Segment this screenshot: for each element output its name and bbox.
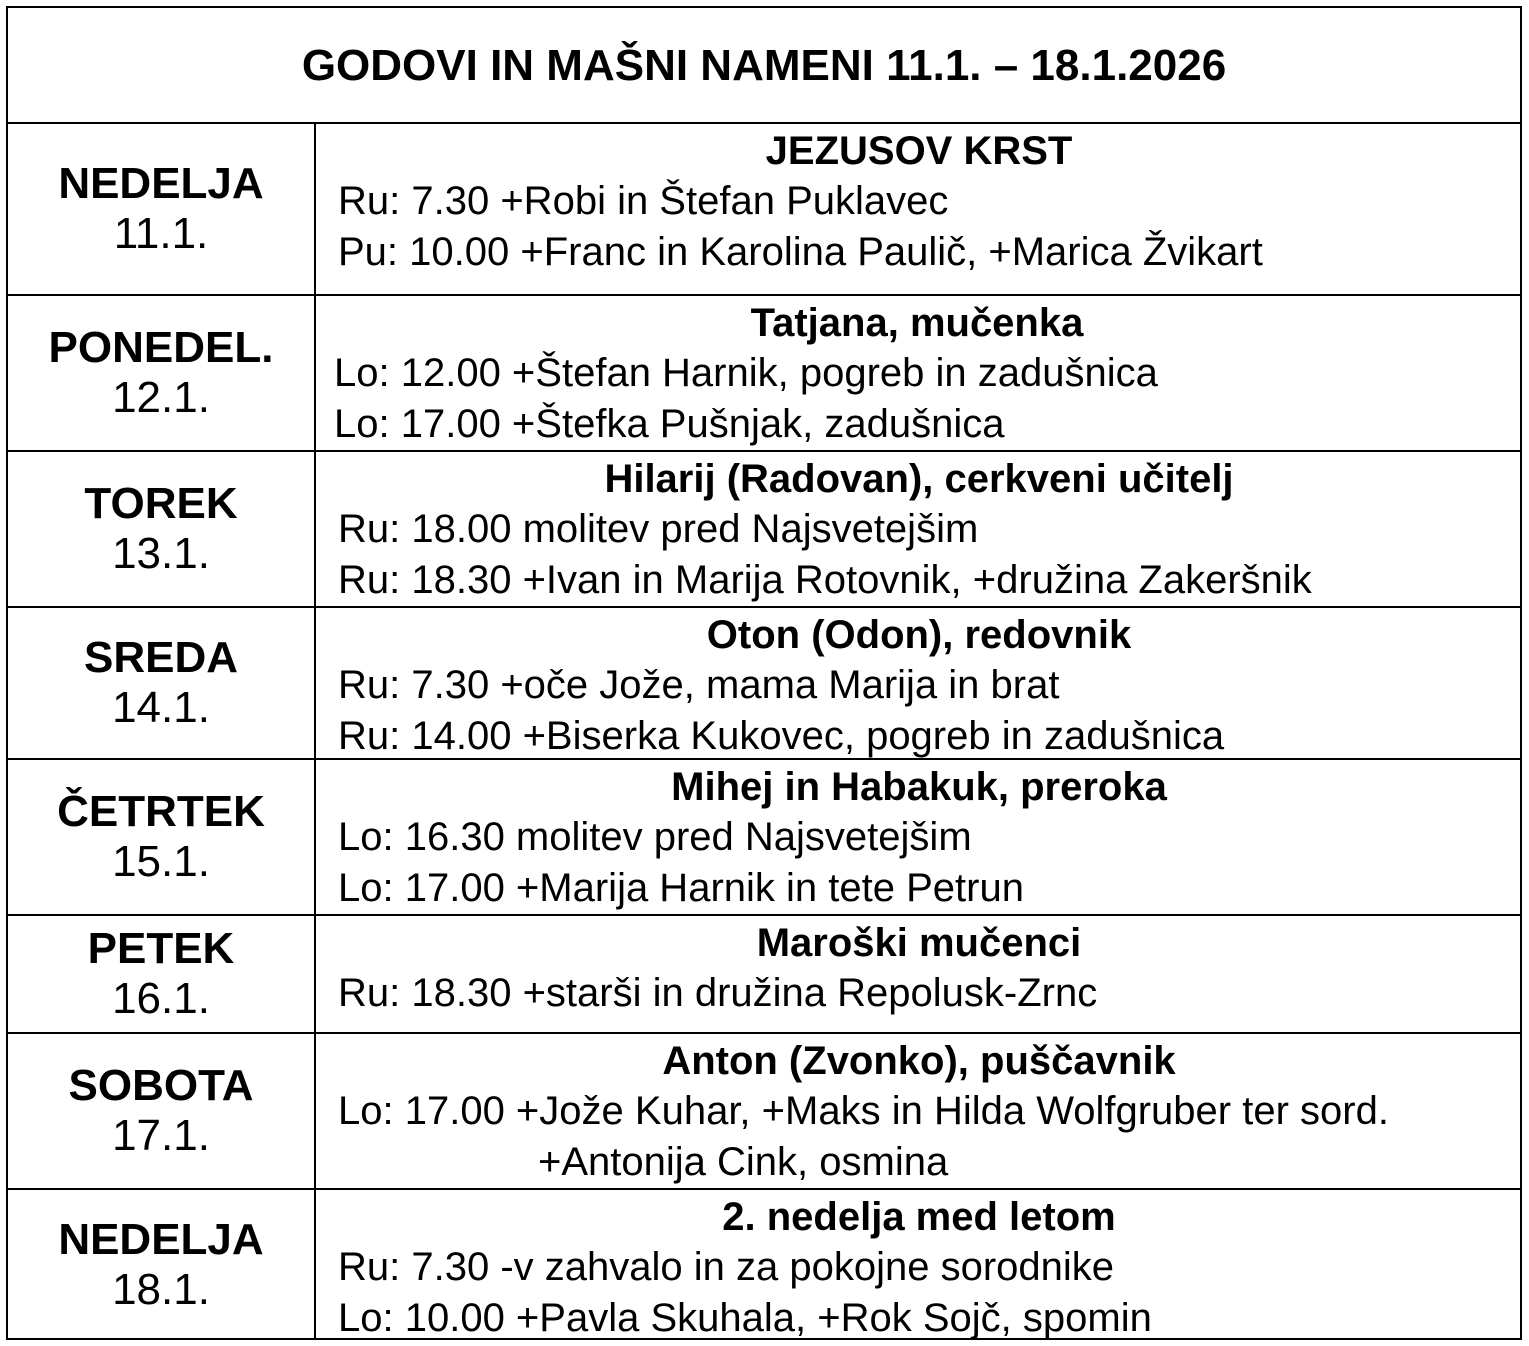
day-name: SREDA bbox=[83, 633, 239, 682]
day-cell bbox=[8, 296, 316, 450]
day-cell bbox=[8, 916, 316, 1032]
day-date: 14.1. bbox=[112, 683, 210, 732]
page-title: GODOVI IN MAŠNI NAMENI 11.1. – 18.1.2026 bbox=[301, 41, 1227, 90]
mass-intention: Lo: 16.30 molitev pred Najsvetejšim bbox=[338, 815, 972, 859]
mass-intention: Lo: 12.00 +Štefan Harnik, pogreb in zadušnica bbox=[334, 351, 1158, 395]
content-cell bbox=[316, 452, 1520, 606]
day-cell bbox=[8, 452, 316, 606]
content-cell bbox=[316, 124, 1520, 294]
mass-intention: Ru: 18.30 +starši in družina Repolusk-Zrnc bbox=[338, 971, 1098, 1015]
day-row bbox=[8, 124, 1520, 296]
feast-title: Hilarij (Radovan), cerkveni učitelj bbox=[604, 457, 1234, 501]
day-cell bbox=[8, 124, 316, 294]
day-name: PONEDEL. bbox=[48, 323, 274, 372]
mass-intention: Pu: 10.00 +Franc in Karolina Paulič, +Marica Žvikart bbox=[338, 230, 1263, 274]
day-row bbox=[8, 760, 1520, 916]
day-date: 16.1. bbox=[112, 974, 210, 1023]
content-cell bbox=[316, 760, 1520, 914]
content-cell bbox=[316, 1034, 1520, 1188]
day-row bbox=[8, 916, 1520, 1034]
day-row bbox=[8, 608, 1520, 760]
day-cell bbox=[8, 608, 316, 758]
day-row bbox=[8, 452, 1520, 608]
mass-intention: Ru: 18.30 +Ivan in Marija Rotovnik, +družina Zakeršnik bbox=[338, 558, 1312, 602]
feast-title: Oton (Odon), redovnik bbox=[706, 613, 1132, 657]
day-name: NEDELJA bbox=[58, 159, 264, 208]
mass-intention: Ru: 18.00 molitev pred Najsvetejšim bbox=[338, 507, 979, 551]
day-date: 18.1. bbox=[112, 1265, 210, 1314]
content-cell bbox=[316, 1190, 1520, 1340]
day-name: SOBOTA bbox=[68, 1061, 254, 1110]
day-date: 13.1. bbox=[112, 529, 210, 578]
day-cell bbox=[8, 1190, 316, 1340]
feast-title: 2. nedelja med letom bbox=[722, 1195, 1116, 1239]
mass-intention: Ru: 7.30 +oče Jože, mama Marija in brat bbox=[338, 663, 1060, 707]
day-name: PETEK bbox=[87, 924, 235, 973]
mass-intention: Ru: 14.00 +Biserka Kukovec, pogreb in zadušnica bbox=[338, 714, 1225, 758]
day-date: 11.1. bbox=[113, 209, 209, 258]
schedule-table bbox=[6, 6, 1522, 1340]
day-cell bbox=[8, 760, 316, 914]
mass-intention: Lo: 17.00 +Jože Kuhar, +Maks in Hilda Wolfgruber ter sord. bbox=[338, 1089, 1389, 1133]
day-date: 17.1. bbox=[112, 1111, 210, 1160]
feast-title: Maroški mučenci bbox=[756, 921, 1082, 965]
day-date: 12.1. bbox=[112, 373, 210, 422]
content-cell bbox=[316, 608, 1520, 758]
day-date: 15.1. bbox=[112, 837, 210, 886]
title-row bbox=[8, 8, 1520, 124]
mass-intention: Lo: 10.00 +Pavla Skuhala, +Rok Sojč, spomin bbox=[338, 1296, 1152, 1340]
feast-title: JEZUSOV KRST bbox=[765, 129, 1073, 173]
day-row bbox=[8, 1190, 1520, 1340]
content-cell bbox=[316, 296, 1520, 450]
feast-title: Tatjana, mučenka bbox=[750, 301, 1084, 345]
day-cell bbox=[8, 1034, 316, 1188]
content-cell bbox=[316, 916, 1520, 1032]
mass-intention-continuation: +Antonija Cink, osmina bbox=[538, 1140, 949, 1184]
feast-title: Anton (Zvonko), puščavnik bbox=[662, 1039, 1176, 1083]
mass-intention: Lo: 17.00 +Štefka Pušnjak, zadušnica bbox=[334, 402, 1005, 446]
day-name: TOREK bbox=[84, 479, 238, 528]
mass-intention: Lo: 17.00 +Marija Harnik in tete Petrun bbox=[338, 866, 1024, 910]
feast-title: Mihej in Habakuk, preroka bbox=[671, 765, 1167, 809]
day-name: ČETRTEK bbox=[57, 787, 265, 836]
mass-intention: Ru: 7.30 +Robi in Štefan Puklavec bbox=[338, 179, 949, 223]
mass-intention: Ru: 7.30 -v zahvalo in za pokojne sorodnike bbox=[338, 1245, 1115, 1289]
day-row bbox=[8, 1034, 1520, 1190]
day-row bbox=[8, 296, 1520, 452]
day-name: NEDELJA bbox=[58, 1215, 264, 1264]
